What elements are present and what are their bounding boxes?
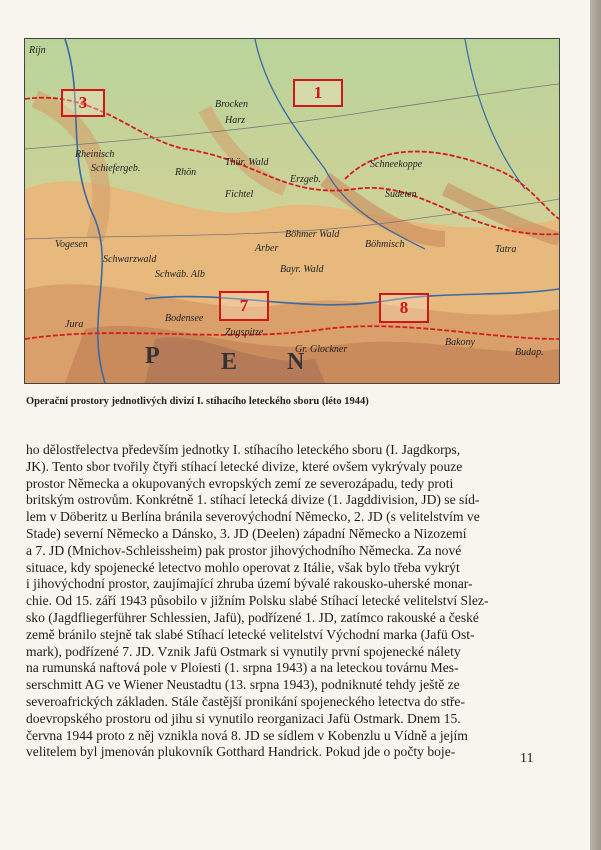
map-label: Bodensee bbox=[165, 313, 204, 324]
map-label: Schneekoppe bbox=[370, 159, 423, 170]
map-label: Zugspitze bbox=[225, 327, 264, 338]
page-edge bbox=[590, 0, 601, 850]
map-label: Bayr. Wald bbox=[280, 264, 324, 275]
text-line: června 1944 proto z něj vznikla nová 8. JD se sídlem v Kobenzlu u Vídně a jejím bbox=[26, 727, 468, 743]
text-line: JK). Tento sbor tvořily čtyři stíhací letecké divize, které ovšem vykrývaly pouze bbox=[26, 458, 463, 474]
map-label: Erzgeb. bbox=[290, 174, 321, 185]
division-marker-3: 3 bbox=[61, 89, 105, 117]
map-label: Rijn bbox=[29, 45, 46, 56]
text-line: i jihovýchodní prostor, zaujímající zhruba území bývalé rakousko-uherské monar- bbox=[26, 576, 473, 592]
text-line: serschmitt AG ve Wiener Neustadtu (13. srpna 1943), podniknuté tehdy ještě ze bbox=[26, 677, 460, 693]
relief-map bbox=[24, 38, 560, 384]
map-label: Schwäb. Alb bbox=[155, 269, 205, 280]
body-text bbox=[26, 442, 548, 761]
map-label: Schwarzwald bbox=[103, 254, 157, 265]
text-line: lem v Döberitz u Berlína bránila severovýchodní Německo, 2. JD (s velitelstvím ve bbox=[26, 509, 480, 525]
page-number: 11 bbox=[520, 751, 534, 766]
text-line: mark), podřízené 7. JD. Vznik Jafü Ostmark si vynutily první spojenecké nálety bbox=[26, 643, 461, 659]
map-label: Brocken bbox=[215, 99, 248, 110]
map-label: Jura bbox=[65, 319, 84, 330]
map-region-letter: P bbox=[145, 343, 160, 369]
text-line: situace, kdy spojenecké letectvo mohlo operovat z Itálie, však bylo třeba vykrýt bbox=[26, 559, 460, 575]
text-line: Stade) severní Německo a Dánsko, 3. JD (Deelen) západní Německo a Nizozemí bbox=[26, 525, 467, 541]
division-marker-7: 7 bbox=[219, 291, 269, 321]
division-marker-1: 1 bbox=[293, 79, 343, 107]
text-line: doevropského prostoru od jihu si vynutilo reorganizaci Jafü Ostmark. Dnem 15. bbox=[26, 710, 461, 726]
map-label: Schiefergeb. bbox=[91, 163, 141, 174]
map-region-letter: E bbox=[221, 349, 238, 375]
map-label: Harz bbox=[225, 115, 246, 126]
text-line: na rumunská naftová pole v Ploiesti (1. srpna 1943) a na leteckou továrnu Mes- bbox=[26, 660, 459, 676]
map-label: Fichtel bbox=[225, 189, 254, 200]
map-relief bbox=[25, 39, 559, 383]
text-line: velitelem byl jmenován plukovník Gotthard Handrick. Pokud jde o počty boje- bbox=[26, 744, 456, 760]
map-caption: Operační prostory jednotlivých divizí I. stíhacího leteckého sboru (léto 1944) bbox=[26, 396, 369, 407]
text-line: země bránilo stejně tak slabé Stíhací letecké velitelství Východní marka (Jafü Ost- bbox=[26, 626, 475, 642]
map-region-letter: N bbox=[287, 349, 305, 375]
map-label: Budap. bbox=[515, 347, 544, 358]
map-label: Tatra bbox=[495, 244, 517, 255]
map-label: Bakony bbox=[445, 337, 475, 348]
map-label: Gr. Glockner bbox=[295, 344, 348, 355]
map-label: Böhmisch bbox=[365, 239, 405, 250]
text-line: a 7. JD (Mnichov-Schleissheim) pak prostor jihovýchodního Německa. Za nové bbox=[26, 542, 462, 558]
map-label: Arber bbox=[255, 243, 279, 254]
map-label: Rhön bbox=[175, 167, 197, 178]
text-line: severoafrických základen. Stále častější pronikání spojeneckého letectva do stře- bbox=[26, 693, 465, 709]
map-label: Rheinisch bbox=[75, 149, 115, 160]
division-marker-8: 8 bbox=[379, 293, 429, 323]
text-line: sko (Jagdfliegerführer Schlessien, Jafü), podřízené 1. JD, zatímco rakouské a české bbox=[26, 609, 479, 625]
text-line: prostor Německa a okupovaných evropských zemí ze severozápadu, tedy proti bbox=[26, 475, 454, 491]
text-line: ho dělostřelectva především jednotky I. stíhacího leteckého sboru (I. Jagdkorps, bbox=[26, 442, 461, 457]
text-line: britským ostrovům. Konkrétně 1. stíhací letecká divize (1. Jagddivision, JD) se síd- bbox=[26, 492, 480, 508]
text-line: chie. Od 15. září 1943 působilo v jižním Polsku slabé Stíhací letecké velitelství Slez- bbox=[26, 593, 489, 609]
map-label: Vogesen bbox=[55, 239, 88, 250]
map-label: Thür. Wald bbox=[225, 157, 269, 168]
map-label: Sudeten bbox=[385, 189, 417, 200]
map-label: Böhmer Wald bbox=[285, 229, 340, 240]
